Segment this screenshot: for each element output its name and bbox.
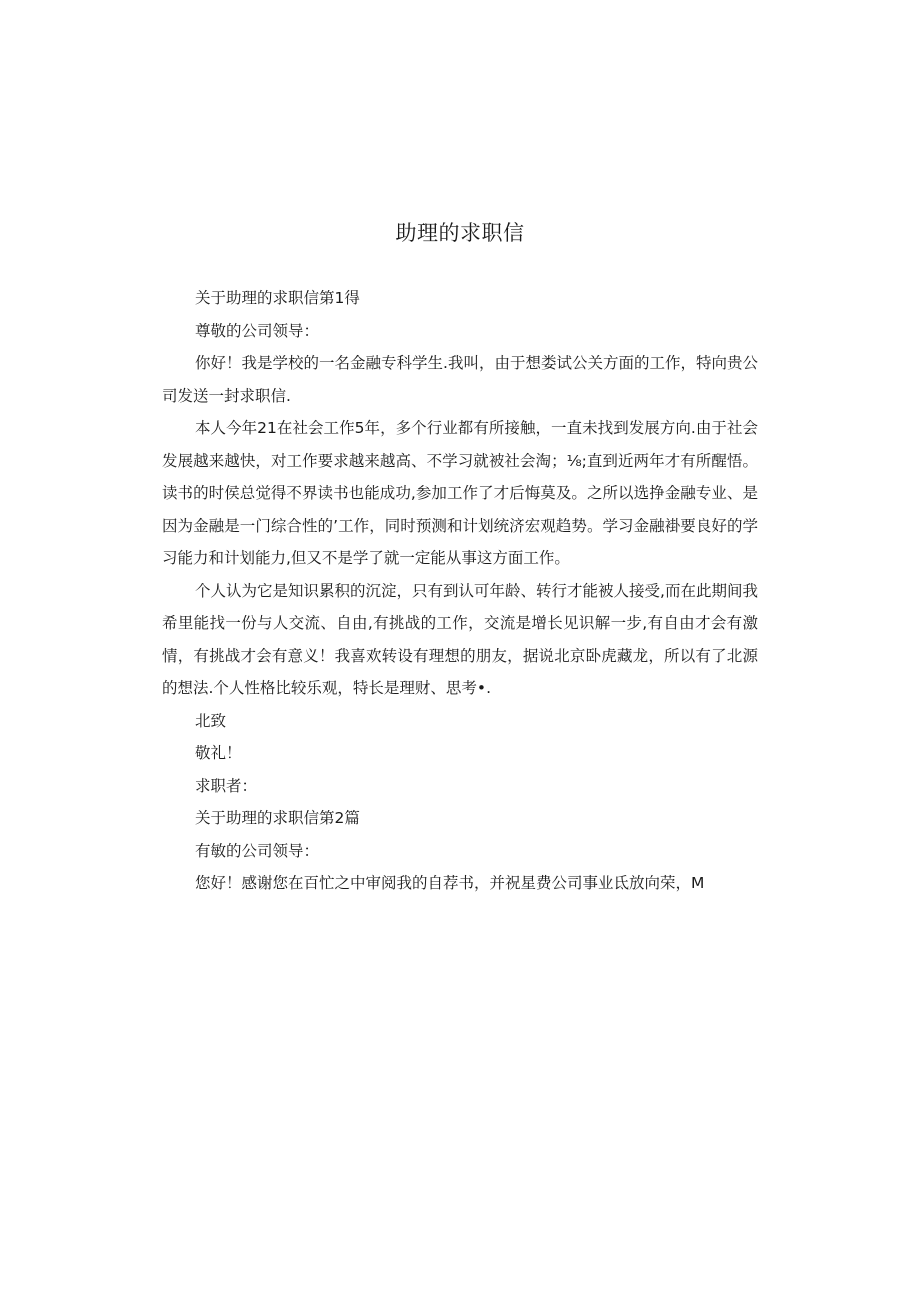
- section-1-closing-2: 敬礼！: [195, 744, 242, 762]
- section-1-paragraph-2: 本人今年21在社会工作5年，多个行业都有所接触，一直未找到发展方向.由于社会发展越来越快，对工作要求越来越高、不学习就被社会淘；⅛;直到近两年才有所醒悟。读书的时侯总觉得不界读书也能成功,参加工作了才后悔莫及。之所以选挣金融专业、是因为金融是一门综合性的’工作，同时预测和计划统济宏观趋势。学习金融褂要良好的学习能力和计划能力,但又不是学了就一定能从事这方面工作。: [162, 419, 758, 567]
- section-2-salutation: 有敏的公司领导：: [195, 841, 320, 860]
- section-1-heading: 关于助理的求职信第1得: [195, 289, 360, 307]
- section-1-paragraph-1: 你好！我是学校的一名金融专科学生.我叫，由于想娄试公关方面的工作，特向贵公司发送一封求职信.: [162, 354, 758, 405]
- section-2-heading: 关于助理的求职信第2篇: [195, 809, 360, 827]
- section-1-closing-1: 北致: [195, 711, 227, 730]
- document-title: 助理的求职信: [395, 221, 525, 245]
- section-2-paragraph-1: 您好！感谢您在百忙之中审阅我的自荐书，并祝星费公司事业氐放向荣，M: [195, 874, 705, 892]
- section-1-salutation: 尊敬的公司领导：: [195, 321, 320, 340]
- section-1-signature: 求职者：: [195, 776, 258, 795]
- section-1-paragraph-3: 个人认为它是知识累积的沉淀，只有到认可年龄、转行才能被人接受,而在此期间我希里能找一份与人交流、自由,有挑战的工作，交流是增长见识解一步,有自由才会有激情，有挑战才会有意义！我喜欢转设有理想的朋友，据说北京卧虎藏龙，所以有了北源的想法.个人性格比较乐观，特长是理财、思考•.: [162, 581, 758, 697]
- document-body: [162, 282, 758, 900]
